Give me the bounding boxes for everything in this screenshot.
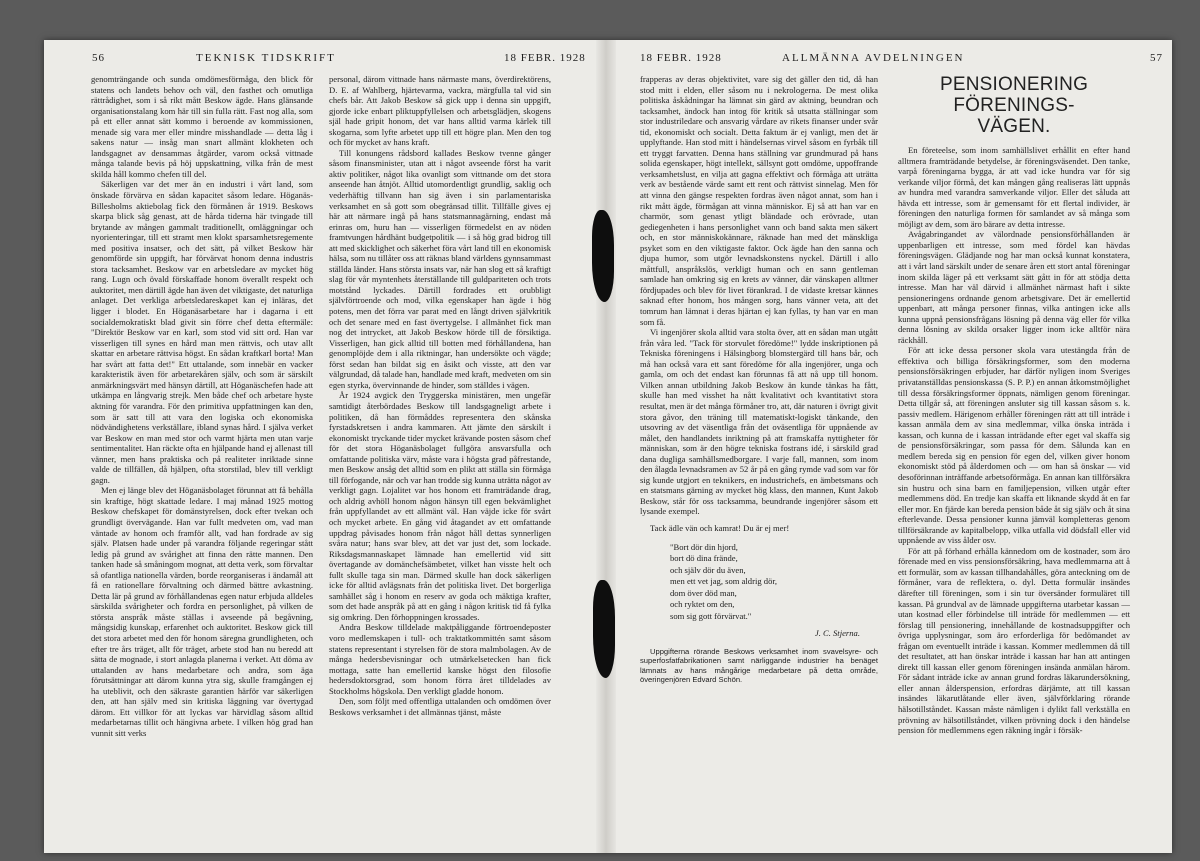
paragraph: Men ej länge blev det Höganäsbolaget förunnat att få behålla sin kraftige, högt skattade ledare. I maj månad 1925 mottog Beskow chefskapet för domänstyrelsen, dock efter tvekan och grundligt övervägande. Han var fullt medveten om, vad man väntade av honom och framför allt, vad han fordrade av sig själv. Platsen hade under på varandra följande regeringar stått ledig på grund av svårighet att finna den rätte mannen. Den tanken hade så småningom mognat, att detta verk, som förvaltar så ofantliga nationella värden, borde reorganiseras i ändamål att få en rationellare förvaltning och därmed bättre avkastning. Detta lär på grund av förhållandenas egen natur erbjuda alldeles särskilda svårigheter och fordra en personlighet, på vilken de största anspråk måste ställas i avseende på begåvning, mångsidig kunskap, erfarenhet och auktoritet. Beskow gick till det stora arbetet med den för honom säregna grundligheten, och efter tre års träget, allt för träget, arbete stod han nu beredd att sätta de mognade, i stort anlagda planerna i verket. Att döma av uttalanden av hans medarbetare och andra, som äga förutsättningar att därom kunna ytra sig, skulle framgången ej ha uteblivit, och den säkraste garantien härför var säkerligen den, att han själv med sin kritiska läggning var övertygad därom. Ett villkor för att lyckas var härvidlag såsom alltid medarbetarnas tillit och hängivna arbete. I vilken hög grad han vunnit sitt verks bbox=[91, 485, 313, 738]
poem-line: och själv dör du även, bbox=[670, 564, 746, 575]
paragraph: Avågabringandet av välordnade pensionsförhållanden är uppenbarligen ett intresse, som med fördel kan hävdas föreningsvägen. Glädjande nog har man också kunnat konstatera, att i vårt land särskilt under de senare åren ett stort antal föreningar inom skilda läger på ett verksamt sätt gått in för att stödja detta intresse. Man har väl därvid i allmänhet närmast haft i sikte pensioneringens ordnande genom arbetsgivare. Det är emellertid uppenbart, att många personer finnas, vilka antingen icke alls kunna uppnå pensionsfrågans lösning på denna väg eller för vilka denna lösning av skilda orsaker ligger inom icke alltför nära räckhåll. bbox=[898, 229, 1130, 345]
left-column-2 bbox=[329, 74, 551, 842]
page-number: 56 bbox=[92, 52, 105, 64]
magazine-spread bbox=[44, 40, 1172, 853]
poem-line: och ryktet om den, bbox=[670, 599, 735, 610]
issue-date: 18 FEBR. 1928 bbox=[504, 52, 586, 64]
paragraph: Vi ingenjörer skola alltid vara stolta över, att en sådan man utgått från våra led. "Tack för storvulet föredöme!" lydde inskriptionen på Tekniska föreningens i Hälsingborg blomstergärd till hans bår, och må han också vara ett sant föredöme för alla ingenjörer, unga och gamla, om och det endast kan förunnas få att nå upp till honom. Vilken annan utbildning Jakob Beskow än kunde tänkas ha fått, skulle han med visshet ha nått kvalitativt och kvantitativt stora resultat, men är det många förmåner tro, att, där naturen i övrigt givit stora gåvor, den träning till matematiskt-logiskt tänkande, den utsovring av det väsentliga från det oväsentliga för uppnående av målet, den handlandets inriktning på att framskaffa nyttigheter för människan, som är den högre tekniska fostrans idé, i särskild grad dana dugliga samhällsmedborgare. I varje fall, mannen, som inom den ålagda levnadsramen av 52 år på en gång rymde vad som var för sig kunde utgjort en teknikers, en industrichefs, en ämbetsmans och en statsmans gärning av mycket hög klass, den mannen, Kunt Jakob Beskow, står för oss tacksamma, beundrande ingenjörer såsom ett lysande exempel. bbox=[640, 327, 878, 517]
paragraph: personal, därom vittnade hans närmaste mans, överdirektörens, D. E. af Wahlberg, hjärtevarma, vackra, märgfulla tal vid sin chefs bår. Att Jakob Beskow så gick upp i denna sin uppgift, gjorde icke enbart pliktuppfyllelsen och arbetsglädjen, skogens själ hade gripit honom, det var hans alltid varma kärlek till skogarna, som lyfte arbetet upp till ett högre plan. Men den tog och för mycket av hans kraft. bbox=[329, 74, 551, 148]
paragraph: frapperas av deras objektivitet, vare sig det gäller den tid, då han stod mitt i elden, eller såsom nu i nekrologerna. De mest olika politiska åskådningar ha lämnat sin gärd av aktning, beundran och tacksamhet, ändock han intog för kritik så utsatta ställningar som stor industriledare och ansvarig vårdare av rikets finanser under svår tid, ekonomiskt och socialt. Detta faktum är ej vanligt, men det är upplyftande. Han stod mitt i händelsernas virvel såsom en fyrbåk till ett tryggt farvatten. Denna hans ställning var grundmurad på hans solida egenskaper, högt intellekt, sällsynt gott omdöme, uppoffrande verksamhetslust, en vilja att gagna effektivt och förmåga att uträtta verk av bestående värde samt ett rent och rättvist sinnelag. Men för att vinna den gängse respekten fordras även något annat, som han i rikt mått ägde, förmågan att vinna människor. Ej så att han var en charmör, som genast ytligt bländade och erövrade, utan gediegenheten i hans personlighet vann och band sakta men säkert och, en stor människokännare, räknade han med det mänskliga psyket som en den viktigaste faktor. Ock ägde han den sanna och djupa humor, som utgör levnadskonstens nyckel. Därtill i allo måttfull, anspråkslös, verkligt human och en sann gentleman samlade han omkring sig en krets av vänner, där vänskapen alltmer fördjupades och blev för livet förankrad. I de vidaste kretsar kännes saknad efter honom, hos mången sorg, hans vänner veta, att det tomrum han lämnat i deras hjärtan ej kan fyllas, ty han var en man som få. bbox=[640, 74, 878, 327]
footnote: Uppgifterna rörande Beskows verksamhet inom svavelsyre- och superfosfatfabrikationen samt närliggande industrier ha benäget lämnats av hans mångårige medarbetare på detta område, överingenjören Edvard Schön. bbox=[640, 646, 878, 685]
issue-date: 18 FEBR. 1928 bbox=[640, 52, 722, 64]
paragraph: Andra Beskow tilldelade maktpåliggande förtroendeposter voro medlemskapen i tull- och traktatkommittén samt såsom statens representant i styrelsen för de stora malmbolagen. Av de många hedersbevisningar och utmärkelsetecken han fick mottaga, satte han emellertid kanske högst den filosofie hedersdoktorsgrad, som honom förra året tilldelades av Stockholms högskola. Den verkligt gladde honom. bbox=[329, 622, 551, 696]
paragraph: Den, som följt med offentliga uttalanden och omdömen över Beskows verksamhet i det allmännas tjänst, måste bbox=[329, 696, 551, 717]
right-column-1 bbox=[640, 74, 878, 842]
article-title-line: PENSIONERING FÖRENINGS- bbox=[939, 74, 1089, 116]
paragraph: För att icke dessa personer skola vara utestängda från de effektiva och billiga försäkringsformer, som den moderna pensionsförsäkringen erbjuder, har därför nyligen inom Sveriges privatanställdas pensionskassa (S. P. P.) en annan åtkomstmöjlighet till dessa försäkringsformer öppnats, nämligen genom föreningar. Detta tillgår så, att föreningen ansluter sig till kassan såsom s. k. passiv medlem. Härigenom erhåller föreningen rätt att till inträde i kassan anmäla dem av sina medlemmar, vilka önska inträda i kassan, och kunna de i kassan inträdande efter eget val skaffa sig de pensionsförsäkringar, som passa för dem. Sålunda kan en medlem bereda sig en pension för egen del, vilken giver honom ekonomiskt stöd på ålderdomen och — om han så önskar — vid desoförinnan inträffande arbetsoförmåga. En annan kan tillförsäkra sin hustru och sina barn en familjepension, vilken utgår efter medlemmens död. En tredje kan skaffa ett liknande skydd åt en far eller mor. En fjärde kan bereda pension både åt sig själv och åt sina efterlevande. Dessa pensioner kunna jämväl kompletteras genom tillförsäkrande av kapitalbelopp, vilka utfalla vid dödsfall eller vid uppnående av viss ålder osv. bbox=[898, 345, 1130, 546]
article-title-line: VÄGEN. bbox=[977, 116, 1051, 137]
poem-line: bort dö dina frände, bbox=[670, 553, 738, 564]
poem-line: men ett vet jag, som aldrig dör, bbox=[670, 576, 778, 587]
author-signature: J. C. Stjerna. bbox=[814, 628, 860, 639]
paragraph: För att på förhand erhålla kännedom om de kostnader, som äro förenade med en viss pensionsförsäkring, hava medlemmarna att å ett formulär, som av kassan tillhandahålles, göra anteckning om de förmåner, vara de reflektera, o. dyl. Detta formulär insändes därefter till föreningen, som i sin tur översänder formuläret till kassan. På grundval av de lämnade uppgifterna utarbetar kassan — utan kostnad eller förbindelse till inträde för medlemmen — ett förslag till pensionering, innehållande de kostnadsuppgifter och övriga upplysningar, som äro erforderliga för bedömandet av frågan om eventuellt inträde i kassan. Kommer medlemmen då till det resultatet, att han önskar inträde i kassan har han att antingen direkt till kassan eller genom föreningen insända anmälan härom. För sådant inträde icke av annan grund fordras läkarundersökning, eller annan ålderspension, erfordras därjämte, att till kassan insändes läkarutlåtande eller även, självförklaring rörande hälsotillståndet. Kassan måste nämligen i dylikt fall verkställa en prövning av hälsotillståndet, vilken prövning dock i den händelse pension för medlemmens egen räkning ingår i försäk- bbox=[898, 545, 1130, 736]
journal-title: TEKNISK TIDSKRIFT bbox=[196, 52, 336, 64]
paragraph: Till konungens rådsbord kallades Beskow tvenne gånger såsom finansminister, utan att i något avseende först ha varit aktiv politiker, något lika ovanligt som vittnande om det stora anseende han åtnjöt. Alltid utomordentligt grundlig, saklig och vederhäftig tillvann han sig även i sin parlamentariska verksamhet en så gott som obegränsad tillit. Tillfälle gives ej här att närmare ingå på hans statsmannagärning, endast må erinras om, huru han — visserligen förmedelst en av nöden framtvungen hårdhänt budgetpolitik — i så hög grad bidrog till att med skicklighet och säkerhet föra vårt land till en ekonomisk hälsa, som nu tillåter oss att räknas bland världens gynnsammast ställda länder. Hans största insats var, när han slog ett så kraftigt slag för vår myntenhets återställande till guldpariteten och trots motstånd lyckades. Därtill fordrades ett orubbligt självförtroende och mod, vilka egenskaper han ägde i hög potens, men det förra var parat med en långt driven självkritik och det senare med en fast övertygelse. I allmänhet fick man nog det intrycket, att Jakob Beskow hörde till de försiktiga. Visserligen, han gick alltid till botten med förhållandena, han genomplöjde dem i alla riktningar, han undersökte och vägde; först sedan han bildat sig en åsikt och visste, att den var välgrundad, då talade han, handlade med kraft, medveten om sin egen styrka, övervinnande de hinder, som ställdes i vägen. bbox=[329, 147, 551, 390]
paragraph: Säkerligen var det mer än en industri i vårt land, som önskade förvärva en sådan kapacitet såsom ledare. Höganäs-Billesholms aktiebolag fick den förmånen år 1919. Beskows skarpa blick såg genast, att de hårda tiderna här tvingade till brytande av mången gammalt traditionellt, omläggningar och nyorienteringar, till ett stramt men klokt sparsamhetsregemente med positiva insatser, och det sätt, på vilket Beskow här genomförde sin uppgift, har förvärvat honom denna industris stora tacksamhet. Beskow var en arbetsledare av mycket hög rang. Lugn och övald förskaffade honom överallt respekt och auktoritet, men därtill ägde han även det viktigaste, det naturliga anlaget. Det verkliga arbetsledareskapet kan ej inläras, det ligger i blodet. En Höganäsarbetare har i dagarna i ett socialdemokratiskt blad givit sin förre chef detta eftermäle: "Direktör Beskow var en karl, som stod vid sitt ord. Han var visserligen till synes en hård man men rättvis, och utav allt skattar en arbetare rättvisa högst. En sådan kraftkarl borta! Man har svårt att fatta det!" Ett uttalande, som innebär en vacker karakteristik även för arbetarekåren själv, och som är särskilt anmärkningsvärt med hänsyn därtill, att Höganäschefen hade att utkämpa en långvarig strejk. Men både chef och arbetare hyste aktning för varandra. För den primitiva uppfattningen kan den, som är satt till att vara den logiska och ekonomiska nödvändighetens verkställare, ibland synas hård. I själva verket var Beskow en man med stor och varmt hjärta men utan varje sentimentalitet. Han räckte ofta en hjälpande hand ej allenast till vänner, men hans praktiska och på realiteter inriktade sinne valde de tillfällen, då hjälpen, ofta storstilad, blev till verkligt gagn. bbox=[91, 179, 313, 485]
article-title bbox=[898, 74, 1130, 137]
paragraph: En företeelse, som inom samhällslivet erhållit en efter hand alltmera framträdande betydelse, är föreningsväsendet. Den tanke, varpå föreningarna bygga, är att vad icke hundra var för sig verkande viljor förmå, det kan mången gång realiseras lätt uppnås av hundra med varandra samverkande viljor. Eller det såluda att hävda ett intresse, som är gemensamt för ett flertal individer, är föreningen den naturliga formen för samlandet av så många som möjligt av dem, som äro bärare av detta intresse. bbox=[898, 145, 1130, 229]
section-title: ALLMÄNNA AVDELNINGEN bbox=[782, 52, 965, 64]
poem bbox=[670, 542, 878, 623]
left-column-1 bbox=[91, 74, 313, 842]
farewell-line: Tack ädle vän och kamrat! Du är ej mer! bbox=[650, 522, 790, 533]
paragraph: År 1924 avgick den Tryggerska ministären, men ungefär samtidigt återbördades Beskow till landsgagneligt arbete i politiken, då han förmåddes representera den skånska fyrstadskretsen i andra kammaren. Att jämte den särskilt i ekonomiskt tryckande tider mycket krävande posten såsom chef för det stora Höganäsbolaget fullgöra ansvarsfulla och omfattande politiska värv, måste vara i högsta grad påfrestande, men Beskow ansåg det alltid som en plikt att ställa sin förmåga till förfogande, när och var han trodde sig kunna uträtta något av verkligt gagn. Lojalitet var hos honom ett framträdande drag, och aldrig avhöll honom någon hänsyn till egen bekvämlighet från uppfyllandet av ett allmänt väl. Han väjde icke för svårt och mycket arbete. En gång vid åtagandet av ett omfattande uppdrag påvisades honom från något håll dettas synnerligen svåra natur; hans svar blev, att det var just det, som lockade. Riksdagsmannaskapet lämnade han emellertid vid sitt övertagande av domänchefsämbetet, vilket han visste helt och fullt skulle taga sin man. Därmed skulle han dock säkerligen icke för alltid avlägsnats från det politiska livet. Det borgerliga samhället såg i honom en reserv av goda och mäktiga krafter, som det hade anspråk på att en gång i någon kritisk tid få fylka sig omkring. Den förhoppningen krossades. bbox=[329, 390, 551, 622]
right-column-2 bbox=[898, 74, 1130, 842]
page-number: 57 bbox=[1150, 52, 1163, 64]
poem-line: "Bort dör din hjord, bbox=[670, 541, 738, 552]
right-page bbox=[614, 40, 1172, 853]
paragraph: genomträngande och sunda omdömesförmåga, den blick för statens och landets behov och väl, den fasthet och omutliga rättrådighet, som i så rikt mått Beskow ägde. Hans glänsande organisationstalang kom här till sin fulla rätt. Fast nog alla, som på ett eller annat sätt kommo i beroende av kommissionen, menade sig vara mer eller mindre misshandlade — detta låg i sakens natur — insåg man snart allmänt klokheten och landsgagnet av densammas åtgärder, varom också vittnade många talande bevis på höj uppskattning, vilka från de mest skilda håll kommo chefen till del. bbox=[91, 74, 313, 179]
poem-line: som sig gott förvärvat." bbox=[670, 610, 752, 621]
left-page bbox=[44, 40, 604, 853]
poem-line: dom över död man, bbox=[670, 587, 737, 598]
